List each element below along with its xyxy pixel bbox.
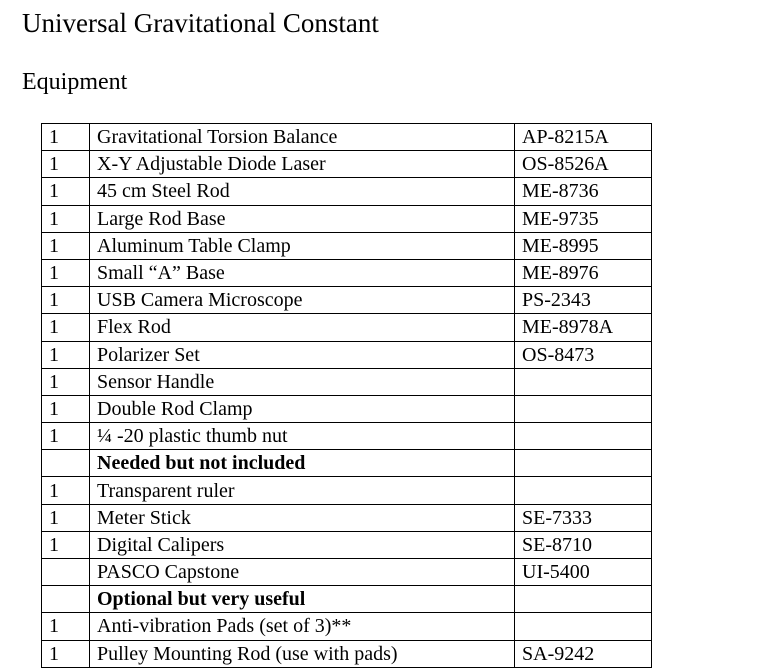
table-row	[42, 559, 652, 586]
description-cell: Anti-vibration Pads (set of 3)**	[90, 613, 515, 640]
description-cell: PASCO Capstone	[90, 559, 515, 586]
table-row	[42, 423, 652, 450]
part-number-cell: ME-8995	[515, 232, 652, 259]
page-title: Universal Gravitational Constant	[22, 8, 379, 38]
description-cell: Transparent ruler	[90, 477, 515, 504]
description-cell: Pulley Mounting Rod (use with pads)	[90, 640, 515, 667]
table-row	[42, 259, 652, 286]
table-row	[42, 232, 652, 259]
section-label-cell: Optional but very useful	[90, 586, 515, 613]
part-number-cell: PS-2343	[515, 287, 652, 314]
description-cell: Digital Calipers	[90, 531, 515, 558]
description-cell: ¼ -20 plastic thumb nut	[90, 423, 515, 450]
quantity-cell	[42, 450, 90, 477]
quantity-cell: 1	[42, 504, 90, 531]
part-number-cell	[515, 368, 652, 395]
description-cell: Aluminum Table Clamp	[90, 232, 515, 259]
quantity-cell: 1	[42, 314, 90, 341]
description-cell: USB Camera Microscope	[90, 287, 515, 314]
part-number-cell	[515, 477, 652, 504]
quantity-cell: 1	[42, 259, 90, 286]
equipment-table	[41, 123, 652, 668]
part-number-cell: UI-5400	[515, 559, 652, 586]
table-row	[42, 613, 652, 640]
section-heading-equipment: Equipment	[22, 69, 128, 95]
section-label-cell: Needed but not included	[90, 450, 515, 477]
quantity-cell: 1	[42, 205, 90, 232]
quantity-cell: 1	[42, 640, 90, 667]
table-row	[42, 395, 652, 422]
description-cell: Large Rod Base	[90, 205, 515, 232]
part-number-cell: SE-7333	[515, 504, 652, 531]
description-cell: Flex Rod	[90, 314, 515, 341]
table-section-row	[42, 586, 652, 613]
quantity-cell: 1	[42, 423, 90, 450]
table-row	[42, 287, 652, 314]
part-number-cell: AP-8215A	[515, 124, 652, 151]
table-row	[42, 368, 652, 395]
quantity-cell: 1	[42, 395, 90, 422]
table-section-row	[42, 450, 652, 477]
table-row	[42, 151, 652, 178]
quantity-cell	[42, 559, 90, 586]
table-row	[42, 124, 652, 151]
table-row	[42, 314, 652, 341]
part-number-cell	[515, 586, 652, 613]
quantity-cell	[42, 586, 90, 613]
description-cell: Small “A” Base	[90, 259, 515, 286]
description-cell: Sensor Handle	[90, 368, 515, 395]
part-number-cell	[515, 450, 652, 477]
quantity-cell: 1	[42, 613, 90, 640]
table-row	[42, 178, 652, 205]
part-number-cell	[515, 395, 652, 422]
description-cell: Meter Stick	[90, 504, 515, 531]
quantity-cell: 1	[42, 232, 90, 259]
part-number-cell	[515, 613, 652, 640]
description-cell: X-Y Adjustable Diode Laser	[90, 151, 515, 178]
table-row	[42, 477, 652, 504]
table-row	[42, 205, 652, 232]
part-number-cell: OS-8473	[515, 341, 652, 368]
quantity-cell: 1	[42, 151, 90, 178]
quantity-cell: 1	[42, 531, 90, 558]
part-number-cell: ME-8978A	[515, 314, 652, 341]
description-cell: Double Rod Clamp	[90, 395, 515, 422]
table-row	[42, 531, 652, 558]
description-cell: 45 cm Steel Rod	[90, 178, 515, 205]
quantity-cell: 1	[42, 368, 90, 395]
part-number-cell: SE-8710	[515, 531, 652, 558]
quantity-cell: 1	[42, 124, 90, 151]
quantity-cell: 1	[42, 178, 90, 205]
quantity-cell: 1	[42, 477, 90, 504]
part-number-cell: OS-8526A	[515, 151, 652, 178]
description-cell: Gravitational Torsion Balance	[90, 124, 515, 151]
quantity-cell: 1	[42, 341, 90, 368]
part-number-cell: ME-8736	[515, 178, 652, 205]
description-cell: Polarizer Set	[90, 341, 515, 368]
table-row	[42, 640, 652, 667]
part-number-cell: ME-9735	[515, 205, 652, 232]
quantity-cell: 1	[42, 287, 90, 314]
table-row	[42, 341, 652, 368]
equipment-table-body	[42, 124, 652, 668]
part-number-cell	[515, 423, 652, 450]
table-row	[42, 504, 652, 531]
part-number-cell: SA-9242	[515, 640, 652, 667]
part-number-cell: ME-8976	[515, 259, 652, 286]
